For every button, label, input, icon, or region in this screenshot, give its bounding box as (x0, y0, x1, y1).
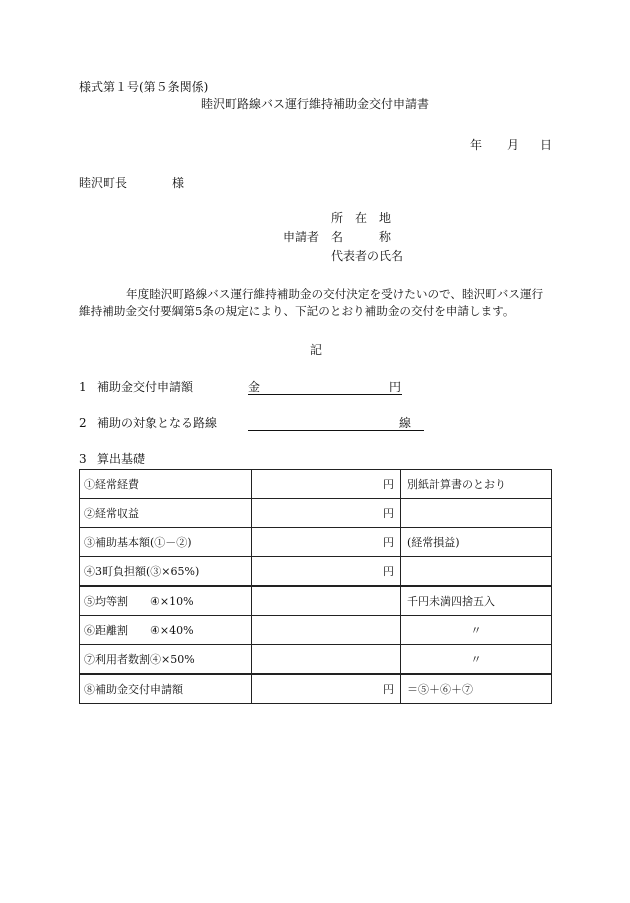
row-label (80, 586, 252, 616)
row-label-text: ⑥距離割 (84, 624, 128, 637)
row-formula: ④×10% (150, 595, 194, 608)
item2-number: 2 (79, 416, 87, 430)
row-label (80, 616, 252, 645)
row-label: ④3町負担額(③×65%) (80, 557, 252, 587)
item2-underline (248, 430, 424, 431)
row-label-text: ⑤均等割 (84, 595, 128, 608)
item1-prefix: 金 (248, 380, 261, 394)
row-note (401, 499, 552, 528)
ki-heading: 記 (310, 343, 323, 357)
body-text-line1: 年度睦沢町路線バス運行維持補助金の交付決定を受けたいので、睦沢町バス運行 (126, 287, 544, 301)
applicant-representative: 代表者の氏名 (331, 249, 404, 263)
document-title: 睦沢町路線バス運行維持補助金交付申請書 (201, 97, 430, 111)
item3-label: 算出基礎 (97, 452, 146, 466)
table-row (80, 499, 552, 528)
row-note (401, 557, 552, 587)
row-unit: 円 (252, 557, 401, 587)
row-label: ①経常経費 (80, 470, 252, 499)
row-formula: ④×40% (150, 624, 194, 637)
row-unit (252, 616, 401, 645)
row-unit: 円 (252, 674, 401, 704)
item3-number: 3 (79, 452, 87, 466)
row-unit: 円 (252, 499, 401, 528)
item2-label: 補助の対象となる路線 (97, 416, 218, 430)
row-label: ②経常収益 (80, 499, 252, 528)
row-label-text: ⑦利用者数割 (84, 653, 150, 666)
row-formula: ④×50% (150, 653, 195, 666)
row-unit (252, 645, 401, 675)
table-row (80, 470, 552, 499)
row-unit: 円 (252, 528, 401, 557)
item2-unit: 線 (399, 416, 412, 430)
applicant-label: 申請者 (283, 230, 320, 244)
table-row (80, 645, 552, 675)
item1-unit: 円 (389, 380, 402, 394)
row-label: ⑧補助金交付申請額 (80, 674, 252, 704)
date-year: 年 (470, 138, 483, 152)
table-row (80, 528, 552, 557)
applicant-name: 名 称 (331, 230, 392, 244)
row-note: 千円未満四捨五入 (401, 586, 552, 616)
table-row (80, 674, 552, 704)
addressee-name: 睦沢町長 (79, 176, 128, 190)
row-note: 〃 (401, 616, 552, 645)
body-text-line2: 維持補助金交付要綱第5条の規定により、下記のとおり補助金の交付を申請します。 (79, 304, 515, 318)
row-unit: 円 (252, 470, 401, 499)
addressee-honorific: 様 (172, 176, 185, 190)
row-unit (252, 586, 401, 616)
table-row (80, 557, 552, 587)
date-month: 月 (507, 138, 520, 152)
table-row (80, 616, 552, 645)
calculation-table (79, 469, 552, 704)
row-note: 別紙計算書のとおり (401, 470, 552, 499)
row-label (80, 645, 252, 675)
item1-underline (248, 394, 402, 395)
row-note: (経常損益) (401, 528, 552, 557)
row-label: ③補助基本額(①－②) (80, 528, 252, 557)
row-note: 〃 (401, 645, 552, 675)
item1-number: 1 (79, 380, 87, 394)
item1-label: 補助金交付申請額 (97, 380, 194, 394)
form-number: 様式第１号(第５条関係) (79, 80, 209, 94)
row-note: ＝⑤＋⑥＋⑦ (401, 674, 552, 704)
table-row (80, 586, 552, 616)
applicant-location: 所 在 地 (331, 211, 392, 225)
date-day: 日 (540, 138, 553, 152)
